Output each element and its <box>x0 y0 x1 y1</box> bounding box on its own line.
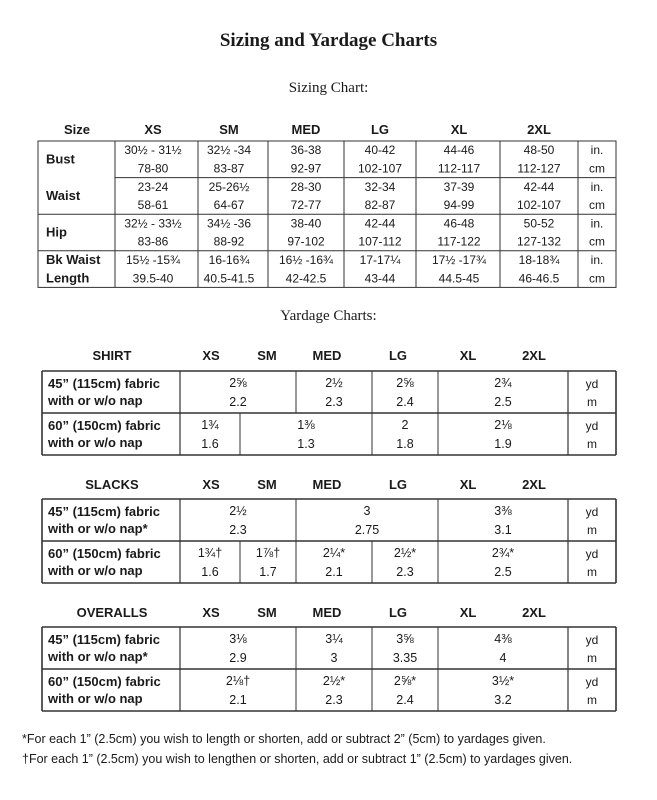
yardage-value-yd: 2⅝ <box>396 376 414 390</box>
sizing-cell: 82-87 <box>364 198 396 213</box>
sizing-cell: 97-102 <box>287 234 325 249</box>
sizing-cell: 102-107 <box>516 198 562 213</box>
yardage-unit-yd: yd <box>585 547 599 561</box>
sizing-cell: 32½ -34 <box>206 143 252 158</box>
yardage-size-col: 2XL <box>522 605 546 620</box>
yardage-value-m: 3 <box>330 651 338 665</box>
sizing-cell: 92-97 <box>290 161 322 176</box>
yardage-value-m: 3.1 <box>494 523 512 537</box>
sizing-cell: 44.5-45 <box>438 271 480 286</box>
yardage-unit-yd: yd <box>585 633 599 647</box>
sizing-cell: 83-87 <box>213 161 245 176</box>
yardage-fabric-label: 60” (150cm) fabric <box>48 674 161 689</box>
yardage-value-yd: 3¼ <box>325 632 343 646</box>
yardage-fabric-label: 45” (115cm) fabric <box>48 632 161 647</box>
sizing-cell: 44-46 <box>443 143 475 158</box>
yardage-unit-m: m <box>587 523 597 537</box>
yardage-size-col: MED <box>312 477 342 492</box>
yardage-table-name: SHIRT <box>92 348 132 363</box>
yardage-value-m: 2.5 <box>494 395 512 409</box>
sizing-cell: 32½ - 33½ <box>124 216 182 231</box>
sizing-cell: 94-99 <box>443 198 475 213</box>
sizing-cell: 25-26½ <box>208 179 250 194</box>
sizing-cell: 37-39 <box>443 179 475 194</box>
size-col-med: MED <box>291 122 321 137</box>
yardage-size-col: XS <box>202 477 220 492</box>
sizing-row-label: Bk Waist <box>46 251 101 267</box>
size-col-lg: LG <box>370 122 390 137</box>
sizing-cell: 64-67 <box>213 198 245 213</box>
sizing-cell: 50-52 <box>523 216 555 231</box>
sizing-chart-title: Sizing Chart: <box>288 80 369 96</box>
yardage-nap-label: with or w/o nap* <box>48 649 148 664</box>
yardage-value-m: 1.6 <box>201 437 219 451</box>
yardage-value-yd: 4⅜ <box>494 632 512 646</box>
sizing-unit: cm <box>589 198 605 213</box>
yardage-value-yd: 2⅛ <box>494 418 512 432</box>
yardage-nap-label: with or w/o nap <box>48 393 143 408</box>
sizing-unit: in. <box>590 143 604 158</box>
yardage-value-m: 2.3 <box>229 523 247 537</box>
yardage-value-m: 4 <box>499 651 507 665</box>
yardage-value-yd: 3⅝ <box>396 632 414 646</box>
yardage-nap-label: with or w/o nap <box>48 435 143 450</box>
yardage-unit-m: m <box>587 565 597 579</box>
yardage-value-yd: 2¼* <box>322 546 346 560</box>
sizing-cell: 102-107 <box>357 161 403 176</box>
yardage-value-yd: 2 <box>401 418 409 432</box>
yardage-size-col: XS <box>202 348 220 363</box>
yardage-value-yd: 2½* <box>322 674 346 688</box>
sizing-cell: 88-92 <box>213 234 245 249</box>
yardage-unit-m: m <box>587 651 597 665</box>
yardage-value-m: 3.2 <box>494 693 512 707</box>
yardage-unit-yd: yd <box>585 377 599 391</box>
footnote-asterisk: *For each 1” (2.5cm) you wish to length or shorten, add or subtract 2” (5cm) to yardages given. <box>22 732 546 746</box>
yardage-table-name: SLACKS <box>85 477 139 492</box>
sizing-cell: 42-44 <box>523 179 555 194</box>
yardage-table-name: OVERALLS <box>76 605 148 620</box>
yardage-value-m: 2.4 <box>396 693 414 707</box>
yardage-value-m: 2.3 <box>325 395 343 409</box>
yardage-fabric-label: 45” (115cm) fabric <box>48 376 161 391</box>
sizing-cell: 46-48 <box>443 216 475 231</box>
sizing-cell: 40.5-41.5 <box>203 271 255 286</box>
yardage-value-m: 1.8 <box>396 437 414 451</box>
yardage-value-yd: 2½* <box>393 546 417 560</box>
yardage-value-m: 2.5 <box>494 565 512 579</box>
sizing-cell: 48-50 <box>523 143 555 158</box>
size-col-sm: SM <box>219 122 239 137</box>
yardage-value-yd: 3½* <box>491 674 515 688</box>
yardage-value-yd: 1¾† <box>197 546 223 560</box>
size-col-2xl: 2XL <box>527 122 551 137</box>
sizing-cell: 28-30 <box>290 179 322 194</box>
sizing-cell: 42-42.5 <box>285 271 327 286</box>
yardage-value-m: 2.1 <box>325 565 343 579</box>
yardage-value-m: 2.9 <box>229 651 247 665</box>
yardage-size-col: LG <box>388 477 408 492</box>
yardage-size-col: LG <box>388 605 408 620</box>
sizing-cell: 42-44 <box>364 216 396 231</box>
yardage-value-yd: 3⅜ <box>494 504 512 518</box>
sizing-unit: in. <box>590 216 604 231</box>
yardage-value-yd: 2½ <box>325 376 343 390</box>
yardage-nap-label: with or w/o nap <box>48 563 143 578</box>
yardage-unit-yd: yd <box>585 505 599 519</box>
yardage-value-m: 1.9 <box>494 437 512 451</box>
yardage-value-yd: 3⅛ <box>229 632 247 646</box>
yardage-fabric-label: 45” (115cm) fabric <box>48 504 161 519</box>
yardage-unit-m: m <box>587 693 597 707</box>
sizing-cell: 78-80 <box>137 161 169 176</box>
yardage-nap-label: with or w/o nap* <box>48 521 148 536</box>
yardage-value-m: 1.3 <box>297 437 315 451</box>
sizing-unit: in. <box>590 179 604 194</box>
sizing-cell: 17½ -17¾ <box>431 252 487 267</box>
page-title: Sizing and Yardage Charts <box>219 30 438 51</box>
sizing-cell: 83-86 <box>137 234 169 249</box>
yardage-value-yd: 2¾ <box>494 376 512 390</box>
sizing-cell: 23-24 <box>137 179 169 194</box>
yardage-unit-m: m <box>587 437 597 451</box>
yardage-value-m: 2.4 <box>396 395 414 409</box>
yardage-value-yd: 1¾ <box>201 418 219 432</box>
yardage-value-yd: 2¾* <box>491 546 515 560</box>
yardage-value-m: 2.75 <box>354 523 380 537</box>
yardage-unit-yd: yd <box>585 419 599 433</box>
yardage-value-m: 2.1 <box>229 693 247 707</box>
yardage-value-yd: 2⅝ <box>229 376 247 390</box>
yardage-size-col: SM <box>257 605 277 620</box>
sizing-cell: 112-127 <box>517 161 561 176</box>
yardage-size-col: SM <box>257 348 277 363</box>
sizing-row-label: Bust <box>46 151 75 167</box>
sizing-cell: 38-40 <box>290 216 322 231</box>
yardage-size-col: XL <box>459 605 477 620</box>
yardage-nap-label: with or w/o nap <box>48 691 143 706</box>
sizing-cell: 16-16¾ <box>208 252 250 267</box>
sizing-cell: 15½ -15¾ <box>125 252 181 267</box>
sizing-cell: 72-77 <box>290 198 322 213</box>
size-col-xl: XL <box>450 122 468 137</box>
yardage-charts-title: Yardage Charts: <box>280 308 377 324</box>
yardage-value-yd: 3 <box>363 504 371 518</box>
yardage-fabric-label: 60” (150cm) fabric <box>48 418 161 433</box>
sizing-cell: 40-42 <box>364 143 396 158</box>
sizing-row-label: Waist <box>46 187 81 203</box>
sizing-cell: 127-132 <box>516 234 562 249</box>
yardage-size-col: XL <box>459 348 477 363</box>
yardage-size-col: SM <box>257 477 277 492</box>
yardage-unit-m: m <box>587 395 597 409</box>
sizing-cell: 43-44 <box>364 271 396 286</box>
yardage-value-yd: 2⅝* <box>393 674 417 688</box>
sizing-unit: cm <box>589 161 605 176</box>
yardage-value-yd: 2⅛† <box>225 674 251 688</box>
yardage-size-col: MED <box>312 348 342 363</box>
yardage-size-col: MED <box>312 605 342 620</box>
yardage-value-m: 2.2 <box>229 395 247 409</box>
sizing-row-label: Hip <box>46 224 67 240</box>
yardage-value-yd: 2½ <box>229 504 247 518</box>
yardage-size-col: XS <box>202 605 220 620</box>
sizing-cell: 39.5-40 <box>132 271 174 286</box>
sizing-cell: 18-18¾ <box>518 252 560 267</box>
yardage-value-m: 1.7 <box>259 565 277 579</box>
yardage-value-yd: 1⅞† <box>255 546 281 560</box>
sizing-cell: 112-117 <box>437 161 481 176</box>
sizing-cell: 34½ -36 <box>206 216 252 231</box>
yardage-value-m: 3.35 <box>392 651 418 665</box>
size-header: Size <box>63 122 91 137</box>
sizing-unit: in. <box>590 252 604 267</box>
sizing-cell: 32-34 <box>364 179 396 194</box>
yardage-value-m: 2.3 <box>396 565 414 579</box>
yardage-value-yd: 1⅜ <box>297 418 315 432</box>
footnote-dagger: †For each 1” (2.5cm) you wish to lengthen or shorten, add or subtract 1” (2.5cm) to yardages given. <box>22 752 573 766</box>
yardage-size-col: LG <box>388 348 408 363</box>
size-col-xs: XS <box>144 122 162 137</box>
yardage-size-col: 2XL <box>522 348 546 363</box>
sizing-unit: cm <box>589 271 605 286</box>
yardage-fabric-label: 60” (150cm) fabric <box>48 546 161 561</box>
sizing-row-label: Length <box>46 270 90 286</box>
yardage-value-m: 1.6 <box>201 565 219 579</box>
yardage-value-m: 2.3 <box>325 693 343 707</box>
sizing-cell: 58-61 <box>137 198 169 213</box>
yardage-size-col: XL <box>459 477 477 492</box>
yardage-size-col: 2XL <box>522 477 546 492</box>
sizing-unit: cm <box>589 234 605 249</box>
yardage-unit-yd: yd <box>585 675 599 689</box>
sizing-cell: 36-38 <box>290 143 322 158</box>
sizing-cell: 17-17¼ <box>359 252 401 267</box>
sizing-cell: 46-46.5 <box>518 271 560 286</box>
sizing-cell: 117-122 <box>437 234 481 249</box>
sizing-cell: 16½ -16¾ <box>278 252 334 267</box>
sizing-cell: 30½ - 31½ <box>124 143 182 158</box>
sizing-cell: 107-112 <box>358 234 402 249</box>
